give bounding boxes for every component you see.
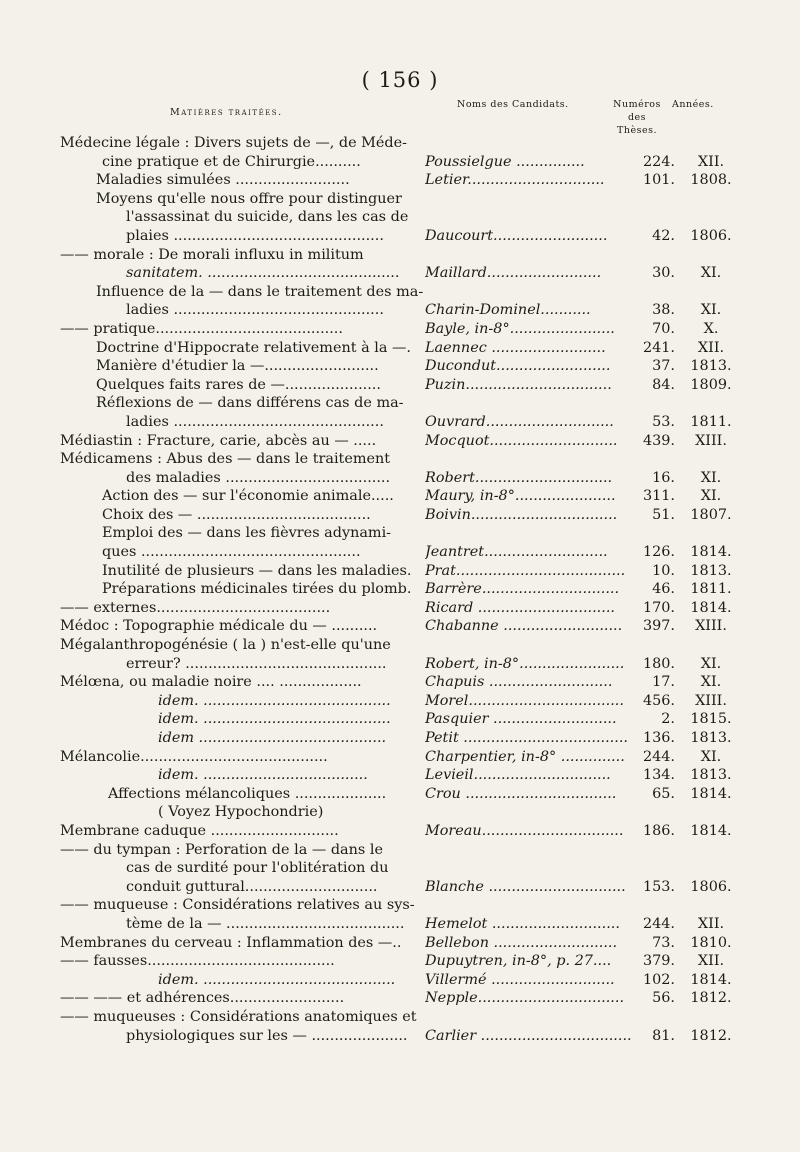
candidates-line [425, 246, 635, 265]
entries-line: —— muqueuses : Considérations anatomiques et [60, 1008, 417, 1025]
numbers-line: 456. [642, 692, 675, 709]
candidates-line [425, 394, 635, 413]
years-line: XI. [700, 748, 722, 765]
entries-line: idem. ......................................... [158, 692, 391, 709]
entries-line: physiologiques sur les — ..................... [126, 1027, 408, 1044]
numbers-line [625, 841, 675, 860]
numbers-line: 42. [652, 227, 675, 244]
candidates-line: Letier.............................. [425, 172, 605, 189]
entries-line: Préparations médicinales tirées du plomb. [102, 581, 412, 598]
numbers-line [625, 524, 675, 543]
years-line: XI. [700, 265, 722, 282]
candidates-line [425, 283, 635, 302]
entries-line: tème de la — ....................................... [126, 915, 405, 932]
years-line [682, 394, 740, 413]
entries-line: cine pratique et de Chirurgie.......... [102, 153, 361, 170]
numbers-line: 2. [661, 711, 675, 728]
years-line: XII. [697, 953, 725, 970]
candidates-line: Ouvrard............................ [425, 413, 614, 430]
candidates-line: Petit .................................... [425, 730, 628, 746]
candidates-line: Villermé ........................... [425, 971, 615, 988]
candidates-line [425, 841, 635, 860]
years-line: 1813. [690, 730, 732, 746]
entries-line: Mélœna, ou maladie noire .... .................. [60, 674, 362, 691]
candidates-line: Ricard .............................. [425, 599, 615, 616]
numbers-line: 56. [652, 990, 675, 1007]
entries-line: —— externes...................................... [60, 599, 331, 616]
years-line: 1814. [690, 971, 732, 988]
entries-line: Membrane caduque ............................ [60, 822, 339, 839]
numbers-line: 84. [652, 376, 675, 393]
candidates-line [425, 208, 635, 227]
entries-line: —— —— et adhérences......................... [60, 990, 345, 1007]
years-line [682, 859, 740, 878]
candidates-line [425, 896, 635, 915]
header-numeros-line1: Numéros [613, 99, 661, 110]
entries-line: Influence de la — dans le traitement des ma- [96, 283, 424, 300]
years-line: 1814. [690, 544, 732, 561]
years-line [682, 803, 740, 822]
header-numeros-line2: des Thèses. [617, 112, 657, 136]
years-line: 1812. [690, 990, 732, 1007]
entries-line: idem. .......................................... [158, 971, 396, 988]
years-line: 1809. [690, 376, 732, 393]
numbers-line: 153. [642, 878, 675, 895]
years-line [682, 896, 740, 915]
numbers-line: 136. [642, 730, 675, 746]
years-line [682, 190, 740, 209]
candidates-line: Laennec ......................... [425, 339, 606, 356]
candidates-line: Robert.............................. [425, 469, 613, 486]
entries-line: conduit guttural............................. [126, 878, 378, 895]
years-line: 1813. [690, 358, 732, 375]
years-line: 1811. [690, 413, 732, 430]
entries-line: Action des — sur l'économie animale..... [102, 488, 394, 505]
entries-line: Médiastin : Fracture, carie, abcès au — ..... [60, 432, 377, 449]
numbers-line: 16. [652, 469, 675, 486]
years-line: 1814. [690, 785, 732, 802]
years-line: XIII. [695, 432, 727, 449]
candidates-line: Hemelot ............................ [425, 915, 620, 932]
candidates-line: Bayle, in-8°....................... [425, 320, 615, 337]
candidates-line: Daucourt......................... [425, 227, 608, 244]
header-noms: Noms des Candidats. [457, 99, 569, 110]
candidates-line [425, 524, 635, 543]
entries-line: Mélancolie......................................... [60, 748, 328, 765]
entries-line: l'assassinat du suicide, dans les cas de [126, 209, 409, 226]
numbers-line: 65. [652, 785, 675, 802]
years-line: XIII. [695, 692, 727, 709]
numbers-line: 46. [652, 581, 675, 598]
candidates-line: Levieil.............................. [425, 767, 611, 784]
candidates-line: Maillard......................... [425, 265, 602, 282]
candidates-line: Prat..................................... [425, 562, 626, 579]
candidates-line: Nepple................................ [425, 990, 625, 1007]
numbers-line: 180. [642, 655, 675, 672]
entries-line: sanitatem. .......................................... [126, 265, 400, 282]
years-line [682, 1008, 740, 1027]
candidates-line [425, 803, 635, 822]
numbers-line: 241. [642, 339, 675, 356]
years-line [682, 246, 740, 265]
header-annees: Années. [672, 99, 714, 110]
candidates-line: Chapuis ........................... [425, 674, 613, 691]
entries-line: Moyens qu'elle nous offre pour distinguer [96, 190, 402, 207]
candidates-line: Mocquot............................ [425, 432, 618, 449]
candidates-line: Boivin................................ [425, 506, 618, 523]
numbers-line: 134. [642, 767, 675, 784]
entries-line: Réflexions de — dans différens cas de ma- [96, 395, 404, 412]
years-line: 1806. [690, 227, 732, 244]
numbers-line: 37. [652, 358, 675, 375]
numbers-line: 224. [642, 153, 675, 170]
numbers-line: 244. [642, 748, 675, 765]
numbers-line: 102. [642, 971, 675, 988]
page-number: ( 156 ) [361, 68, 439, 92]
numbers-line [625, 283, 675, 302]
entries-line: Mégalanthropogénésie ( la ) n'est-elle qu'une [60, 637, 391, 654]
numbers-line [625, 246, 675, 265]
numbers-line: 17. [652, 674, 675, 691]
numbers-line [625, 896, 675, 915]
header-matieres: Matières traitées. [170, 107, 283, 118]
candidates-line: Charin-Dominel........... [425, 302, 591, 319]
candidates-line [425, 1008, 635, 1027]
numbers-line [625, 134, 675, 153]
entries-line: Médicamens : Abus des — dans le traitement [60, 451, 391, 468]
entries-line: ladies .............................................. [126, 302, 384, 319]
numbers-line [625, 636, 675, 655]
years-line: 1806. [690, 878, 732, 895]
entries-line: erreur? ............................................ [126, 655, 387, 672]
numbers-line: 81. [652, 1027, 675, 1044]
years-line [682, 524, 740, 543]
candidates-line: Charpentier, in-8° .............. [425, 748, 625, 765]
numbers-line: 70. [652, 320, 675, 337]
entries-line: plaies .............................................. [126, 227, 384, 244]
entries-line: Inutilité de plusieurs — dans les maladies. [102, 562, 412, 579]
candidates-line: Pasquier ........................... [425, 711, 617, 728]
entries-line: Emploi des — dans les fièvres adynami- [102, 525, 392, 542]
candidates-line: Crou ................................. [425, 785, 617, 802]
entries-line: idem. .................................... [158, 767, 368, 784]
numbers-line [625, 803, 675, 822]
numbers-line: 30. [652, 265, 675, 282]
header-numeros [612, 98, 662, 137]
numbers-line: 439. [642, 432, 675, 449]
candidates-line: Poussielgue ............... [425, 153, 585, 170]
numbers-column [625, 134, 675, 1045]
candidates-line: Dupuytren, in-8°, p. 27.... [425, 953, 612, 970]
candidates-line: Barrère.............................. [425, 581, 620, 598]
numbers-line [625, 190, 675, 209]
years-line: XI. [700, 302, 722, 319]
candidates-line: Maury, in-8°...................... [425, 488, 616, 505]
entries-line: Maladies simulées ......................... [96, 172, 350, 189]
candidates-line: Chabanne .......................... [425, 618, 623, 635]
candidates-line [425, 450, 635, 469]
numbers-line: 10. [652, 562, 675, 579]
candidates-column [425, 134, 635, 1045]
numbers-line [625, 394, 675, 413]
years-line: XI. [700, 488, 722, 505]
years-line [682, 283, 740, 302]
entries-line: —— morale : De morali influxu in militum [60, 246, 364, 263]
years-line: XII. [697, 915, 725, 932]
numbers-line: 73. [652, 934, 675, 951]
years-line [682, 450, 740, 469]
entries-line: Médecine légale : Divers sujets de —, de Méde- [60, 135, 408, 151]
entries-line: Manière d'étudier la —......................... [96, 358, 379, 375]
candidates-line: Moreau............................... [425, 822, 624, 839]
entries-line: ( Voyez Hypochondrie) [158, 804, 324, 821]
entries-line: idem. ......................................... [158, 711, 391, 728]
candidates-line: Jeantret........................... [425, 544, 608, 561]
candidates-line [425, 190, 635, 209]
numbers-line: 101. [642, 172, 675, 189]
years-line: XI. [700, 655, 722, 672]
numbers-line: 397. [642, 618, 675, 635]
years-line: 1808. [690, 172, 732, 189]
years-line: 1813. [690, 767, 732, 784]
candidates-line [425, 859, 635, 878]
years-line: XII. [697, 339, 725, 356]
entries-line: ladies .............................................. [126, 413, 384, 430]
candidates-line [425, 134, 635, 153]
candidates-line: Robert, in-8°....................... [425, 655, 625, 672]
years-line: 1807. [690, 506, 732, 523]
years-line [682, 841, 740, 860]
numbers-line: 53. [652, 413, 675, 430]
entries-line: Membranes du cerveau : Inflammation des —.. [60, 934, 402, 951]
numbers-line [625, 1008, 675, 1027]
entries-line: ques ................................................ [102, 544, 361, 561]
years-line: 1813. [690, 562, 732, 579]
entries-line: idem ......................................... [158, 730, 387, 746]
entries-line: des maladies .................................... [126, 469, 391, 486]
numbers-line [625, 450, 675, 469]
candidates-line: Puzin................................ [425, 376, 612, 393]
entries-line: —— fausses......................................... [60, 953, 335, 970]
numbers-line [625, 208, 675, 227]
candidates-line: Ducondut......................... [425, 358, 611, 375]
numbers-line: 186. [642, 822, 675, 839]
years-line: 1811. [690, 581, 732, 598]
years-line [682, 134, 740, 153]
entries-line: —— pratique......................................... [60, 320, 343, 337]
entries-line: Quelques faits rares de —..................... [96, 376, 381, 393]
entries-line: Doctrine d'Hippocrate relativement à la —. [96, 339, 411, 356]
entries-line: —— muqueuse : Considérations relatives au sys- [60, 897, 415, 914]
candidates-line: Bellebon ........................... [425, 934, 618, 951]
candidates-line: Carlier ................................. [425, 1027, 632, 1044]
numbers-line: 170. [642, 599, 675, 616]
years-line: XI. [700, 674, 722, 691]
entries-column [60, 134, 425, 1045]
years-line: XIII. [695, 618, 727, 635]
years-line: 1814. [690, 822, 732, 839]
years-line [682, 208, 740, 227]
numbers-line: 379. [642, 953, 675, 970]
years-line: XI. [700, 469, 722, 486]
years-line: X. [703, 320, 719, 337]
years-line: 1812. [690, 1027, 732, 1044]
numbers-line: 51. [652, 506, 675, 523]
years-line [682, 636, 740, 655]
candidates-line: Blanche .............................. [425, 878, 626, 895]
years-line: 1810. [690, 934, 732, 951]
entries-line: —— du tympan : Perforation de la — dans le [60, 841, 383, 858]
entries-line: cas de surdité pour l'oblitération du [126, 860, 389, 877]
entries-line: Choix des — ...................................... [102, 506, 371, 523]
entries-line: Affections mélancoliques .................... [108, 785, 387, 802]
years-line: 1815. [690, 711, 732, 728]
candidates-line: Morel.................................. [425, 692, 624, 709]
candidates-line [425, 636, 635, 655]
years-line: XII. [697, 153, 725, 170]
numbers-line [625, 859, 675, 878]
numbers-line: 126. [642, 544, 675, 561]
numbers-line: 244. [642, 915, 675, 932]
entries-line: Médoc : Topographie médicale du — .......... [60, 618, 378, 635]
numbers-line: 311. [642, 488, 675, 505]
years-column [682, 134, 740, 1045]
numbers-line: 38. [652, 302, 675, 319]
years-line: 1814. [690, 599, 732, 616]
